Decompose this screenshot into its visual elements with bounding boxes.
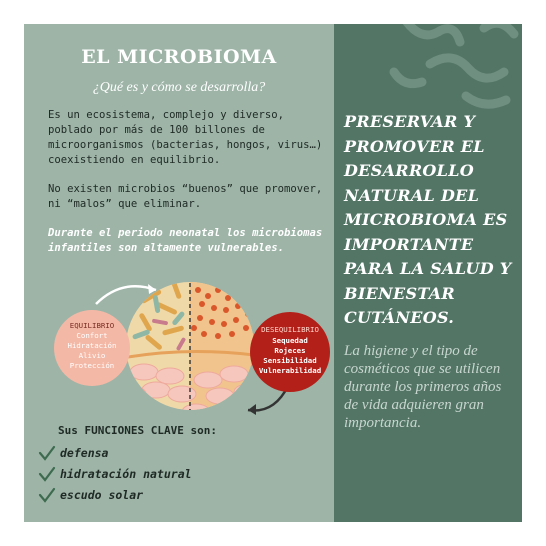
- function-label: defensa: [60, 445, 109, 460]
- functions-list: [38, 442, 192, 505]
- desequilibrio-title: DESEQUILIBRIO: [261, 325, 319, 334]
- microbiome-diagram: [52, 276, 332, 426]
- desequilibrio-circle: [250, 312, 330, 392]
- paragraph-definition: Es un ecosistema, complejo y diverso, poblado por más de 100 billones de microorganismos (bacterias, hongos, virus…) coexistiendo en equilibrio.: [48, 109, 323, 166]
- checkmark-icon: [38, 465, 56, 483]
- infographic: [24, 24, 522, 522]
- right-panel: [334, 24, 522, 522]
- checkmark-icon: [38, 444, 56, 462]
- equilibrio-item: Alivio: [78, 351, 106, 360]
- skin-magnified-circle: [118, 276, 270, 420]
- equilibrio-item: Protección: [69, 361, 115, 370]
- desequilibrio-item: Vulnerabilidad: [258, 366, 322, 375]
- left-panel: [24, 24, 334, 522]
- functions-title: Sus FUNCIONES CLAVE son:: [58, 424, 217, 437]
- list-item: [38, 484, 192, 505]
- desequilibrio-item: Rojeces: [274, 346, 306, 355]
- desequilibrio-item: Sensibilidad: [263, 356, 317, 365]
- right-headline: PRESERVAR Y PROMOVER EL DESARROLLO NATURAL DEL MICROBIOMA ES IMPORTANTE PARA LA SALUD Y BIENESTAR CUTÁNEOS.: [344, 112, 512, 327]
- function-label: hidratación natural: [60, 466, 192, 481]
- equilibrio-item: Hidratación: [67, 341, 117, 350]
- equilibrio-title: EQUILIBRIO: [69, 321, 115, 330]
- paragraph-no-good-bad: No existen microbios “buenos” que promover, ni “malos” que eliminar.: [48, 183, 323, 210]
- page-subtitle: ¿Qué es y cómo se desarrolla?: [92, 80, 266, 95]
- desequilibrio-item: Sequedad: [272, 336, 308, 345]
- function-label: escudo solar: [60, 487, 144, 502]
- right-body-text: La higiene y el tipo de cosméticos que se utilicen durante los primeros años de vida adquieren gran importancia.: [344, 343, 502, 431]
- checkmark-icon: [38, 486, 56, 504]
- paragraph-neonatal: Durante el periodo neonatal los microbiomas infantiles son altamente vulnerables.: [48, 227, 323, 254]
- list-item: [38, 442, 192, 463]
- decorative-pattern-icon: [334, 24, 522, 114]
- list-item: [38, 463, 192, 484]
- equilibrio-circle: [54, 310, 130, 386]
- equilibrio-item: Confort: [76, 331, 108, 340]
- page-title: EL MICROBIOMA: [81, 46, 277, 68]
